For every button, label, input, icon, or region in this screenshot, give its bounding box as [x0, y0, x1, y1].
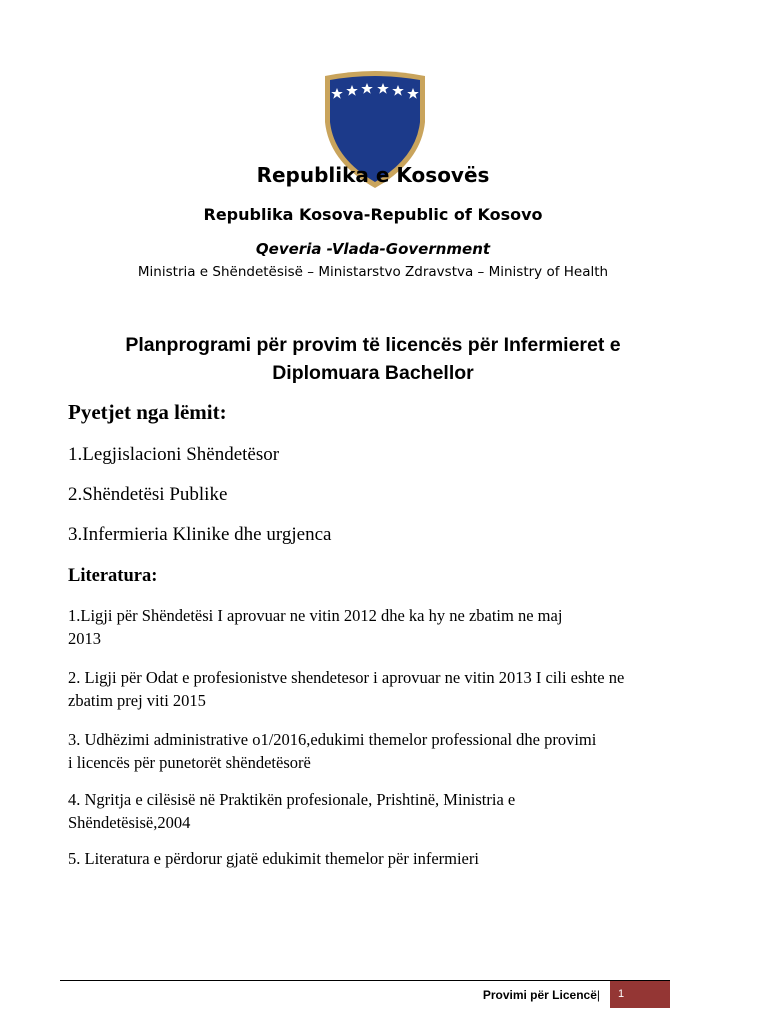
literature-line: 3. Udhëzimi administrative o1/2016,edukimi themelor professional dhe provimi [68, 730, 597, 749]
literature-line: 4. Ngritja e cilësisë në Praktikën profesionale, Prishtinë, Ministria e [68, 790, 516, 809]
page-number: 1 [618, 988, 625, 1000]
literature-line: Shëndetësisë,2004 [68, 813, 191, 832]
footer-separator: | [596, 988, 600, 1002]
literature-line: 2. Ligji për Odat e profesionistve shendetesor i aprovuar ne vitin 2013 I cili eshte ne [68, 668, 625, 687]
ministry-line: Ministria e Shëndetësisë – Ministarstvo Zdravstva – Ministry of Health [137, 264, 609, 280]
literature-item [68, 604, 562, 650]
questions-heading: Pyetjet nga lëmit: [68, 400, 227, 424]
literature-line: 5. Literatura e përdorur gjatë edukimit themelor për infermieri [68, 849, 479, 868]
government-line: Qeveria -Vlada-Government [255, 240, 491, 258]
literature-item [68, 728, 596, 774]
footer-label [483, 988, 600, 1002]
footer-divider [60, 980, 670, 981]
document-title: Planprogrami për provim të licencës për Infermieret e Diplomuara Bachellor [125, 334, 621, 384]
republic-title: Republika e Kosovës [256, 163, 490, 187]
question-item: 1.Legjislacioni Shëndetësor [68, 444, 280, 465]
question-item: 3.Infermieria Klinike dhe urgjenca [68, 524, 332, 545]
republic-subtitle: Republika Kosova-Republic of Kosovo [203, 205, 543, 224]
literature-line: zbatim prej viti 2015 [68, 691, 206, 710]
literature-item [68, 788, 515, 834]
literature-heading: Literatura: [68, 566, 158, 586]
literature-line: 1.Ligji për Shëndetësi I aprovuar ne vitin 2012 dhe ka hy ne zbatim ne maj [68, 606, 563, 625]
question-item: 2.Shëndetësi Publike [68, 484, 228, 505]
literature-item [68, 847, 479, 870]
literature-line: i licencës për punetorët shëndetësorë [68, 753, 311, 772]
literature-line: 2013 [68, 629, 101, 648]
page-number-box [610, 981, 670, 1008]
footer-label-text: Provimi për Licencë [482, 988, 597, 1002]
literature-item [68, 666, 624, 712]
